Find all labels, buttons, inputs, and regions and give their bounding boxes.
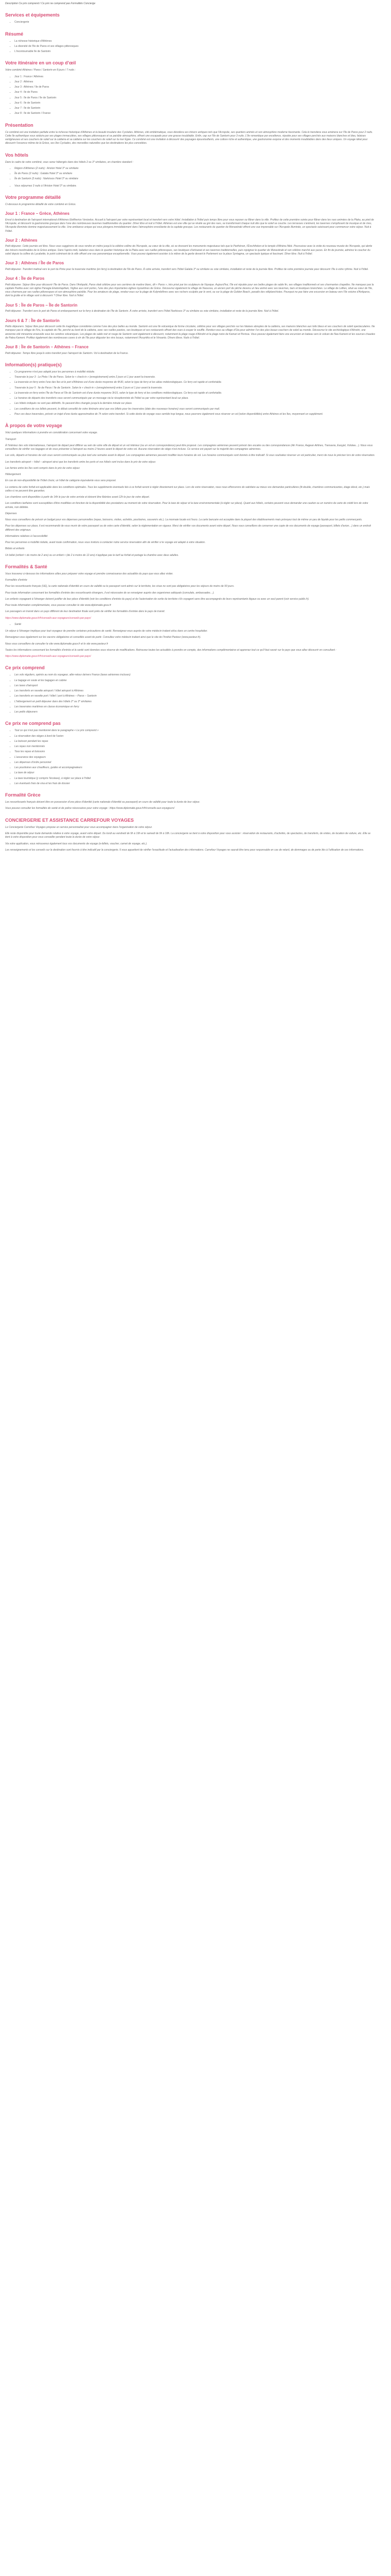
programme-intro: Ci-dessous le programme détaillé de votre combiné en Grèce. (5, 203, 76, 207)
day-title: Jour 4 : Île de Paros (5, 276, 45, 281)
price-includes-title: Ce prix comprend (5, 665, 45, 671)
list-item: • Les éventuels frais de visa et les frais de dossier (14, 782, 376, 786)
about-paragraph: Les chambres sont disponibles à partir de 14h le jour de votre arrivée et doivent être libérées avant 12h le jour de votre départ. (5, 496, 150, 499)
formalite-grece-section (5, 792, 376, 811)
concierge-section (5, 817, 376, 852)
day-title: Jour 5 : Île de Paros – Île de Santorin (5, 302, 78, 308)
page (0, 0, 381, 857)
formalite-grece-title: Formalité Grèce (5, 792, 41, 798)
list-item: • Les taxes d'aéroport (14, 684, 376, 688)
about-subheading: Transport (5, 437, 17, 441)
formalites-paragraph: Les passagers en transit dans un pays différent de leur destination finale sont priés de vérifier les formalités d'entrée dans le pays de transit. (5, 610, 166, 614)
sante-list (5, 623, 376, 626)
about-subheading: Hébergement (5, 473, 21, 477)
itinerary-summary-section (5, 60, 376, 115)
about-paragraph: Pour les personnes à mobilité réduite, avant toute confirmation, nous vous invitons à contacter notre service réservation afin de vérifier si le voyage est adapté à votre situation. (5, 541, 206, 545)
hotels-title: Vos hôtels (5, 152, 28, 158)
list-item: • Les traversées maritimes en classe économique en ferry (14, 705, 376, 709)
about-paragraph: Pour les dépenses sur place, il est recommandé de vous munir de votre passeport ou de votre carte d'identité, selon la réglementation en vigueur. Merci de vérifier vos documents avant votre départ. Nous vous conseillons de conserver une copie de vos documents de voyage (passeport, billets d'avion…) dans un endroit différent des originaux. (5, 524, 371, 532)
info-list (5, 370, 376, 416)
list-item: • La diversité de l'île de Paros et ses villages pittoresques (14, 45, 376, 48)
formalites-paragraph: Pour toute information complémentaire, vous pouvez consulter le site www.diplomatie.gouv.fr (5, 604, 111, 607)
programme-section (5, 194, 376, 355)
list-item: • Conciergerie (14, 21, 376, 24)
about-paragraph: Un bébé (enfant < de moins de 2 ans) ou un enfant « (de 2 à moins de 12 ans) n'applique pas le tarif au forfait et partage la chambre avec deux adultes. (5, 553, 179, 557)
list-item: • Jour 7 : île de Santorin (14, 107, 376, 110)
formalite-grece-paragraph: Vous pouvez consulter les formalités de santé et de police nécessaires pour votre voyage : https://www.diplomatie.gouv.fr/fr/conseils-aux-voyageurs/ (5, 807, 175, 810)
list-item: • La traversée en ferry entre l'île de Paros et l'île de Santorin est d'une durée moyenne 3h15, selon le type de ferry et les conditions météorologiques. Ce ferry est rapide et confortable. (14, 392, 376, 395)
about-subheading: Informations relatives à l'accessibilité (5, 534, 48, 538)
day-title: Jour 1 : France – Grèce, Athènes (5, 211, 70, 216)
presentation-title: Présentation (5, 122, 34, 128)
price-excludes-title: Ce prix ne comprend pas (5, 721, 61, 726)
about-section (5, 422, 376, 557)
list-item: • Traversée le jour 3 : Le Pirée / île de Paros. Selon le « check-in » (enregistrement) entre 2 jours et 1 jour avant la traversée. (14, 376, 376, 379)
services-list (5, 21, 376, 24)
resume-section (5, 31, 376, 54)
list-item: • Les transferts en navette aéroport / hôtel aéroport à Athènes (14, 689, 376, 693)
resume-list (5, 40, 376, 54)
hotels-list (5, 167, 376, 181)
sante-subheading: • Santé (14, 623, 376, 626)
list-item: • Pour ces deux traversées, prévoir un trajet d'une durée approximative de 7h selon votre transfert. Si cette durée de voyage vous semble trop longue, nous pourrons également vous réserver un vol (selon disponibilités) entre Athènes et les îles, moyennant un supplément. (14, 413, 376, 416)
resume-title: Résumé (5, 31, 24, 37)
itinerary-summary-intro: Votre combiné Athènes / Paros / Santorin en 8 jours / 7 nuits : (5, 69, 76, 72)
concierge-paragraph: Le Conciergerie Carrefour Voyages propose un service personnalisé pour vous accompagner dans l'organisation de votre séjour. (5, 825, 153, 829)
price-includes-section (5, 665, 376, 714)
about-paragraph: Les transferts aéroport – hôtel – aéroport ainsi que les transferts entre les ports et vos hôtels sont inclus dans le prix de votre séjour. (5, 460, 156, 464)
formalites-paragraph: Pour les ressortissants français (UE), la carte nationale d'identité en cours de validité ou le passeport sont admis sur le territoire, les visas ne sont pas obligatoires pour les séjours de moins de 90 jours. (5, 585, 235, 588)
list-item: • Tout ce qui n'est pas mentionné dans le paragraphe « Le prix comprend » (14, 729, 376, 733)
list-item: • Jour 8 : île de Santorin / France (14, 112, 376, 115)
list-item: • Île de Paros (2 nuits) : Galatia Hotel 3* ou similaire (14, 172, 376, 176)
list-item: • Jour 6 : île de Santorin (14, 101, 376, 105)
info-section (5, 362, 376, 416)
list-item: • L'assurance des voyageurs (14, 756, 376, 759)
formalites-paragraph: Renseignez-vous également sur les vaccins obligatoires et conseillés avant de partir. Consultez votre médecin traitant ainsi que le site de l'Institut Pasteur (www.pasteur.fr). (5, 636, 201, 639)
itinerary-summary-title: Votre itinéraire en un coup d'œil (5, 60, 76, 66)
list-item: • Les vols réguliers, opérés au nom du voyageur, aller-retour de/vers France (taxes aériennes incluses) (14, 673, 376, 677)
concierge-paragraph: Via votre application, vous retrouverez également tous vos documents de voyage (e-billets, voucher, carnet de voyage, etc.). (5, 842, 148, 845)
list-item: • Le horaires de départs des transferts vous seront communiqués par un message via le réceptionniste de l'hôtel ou par votre représentant local sur place. (14, 397, 376, 400)
list-item: • Jour 3 : Athènes / île de Paros (14, 86, 376, 89)
about-paragraph: Les vols, départs et horaires de vols vous seront communiqués au plus tard une semaine avant le départ. Les compagnies aériennes peuvent modifier leurs horaires de vol. Les horaires communiqués sont donnés à titre indicatif. Si vous souhaitez réserver un vol particulier, merci de nous le préciser lors de votre réservation. (5, 454, 376, 457)
about-paragraph: Voici quelques informations à prendre en considération concernant votre voyage. (5, 431, 98, 435)
itinerary-summary-list (5, 75, 376, 116)
list-item: • L'incontournable île de Santorin (14, 50, 376, 54)
day-text: Petits déjeuners. Séjour libre pour découvrir cette île magnifique considérée comme l'une des plus belles au monde. Santorin est une île volcanique de forme circulaire, célèbre pour ses villages perchés sur les falaises abruptes de la caldeira, ses maisons blanches aux toits bleus et ses couchers de soleil spectaculaires. Ne manquez pas le village de Fira, la capitale de l'île, perché au bord de la caldeira, avec ses ruelles pavées, ses boutiques et ses restaurants offrant des vues à couper le souffle. Rendez-vous au village d'Oia pour admirer l'un des plus beaux couchers de soleil au monde. Découvrez le site archéologique d'Akrotiri, une ancienne cité minoenne ensevelie sous les cendres volcaniques. Les plages de sable noir et rouge de Santorin sont également à découvrir, notamment la plage rouge d'Akrotiri et la plage noire de Kamari et Perissa. Vous pouvez également faire une excursion en bateau vers le volcan de Nea Kameni et les sources chaudes de Palea Kameni. Profitez également des nombreuses caves à vin de l'île pour déguster les vins locaux, notamment l'Assyrtiko et le Vinsanto. Dîners libres. Nuits à l'hôtel. (5, 325, 376, 340)
price-includes-list (5, 673, 376, 714)
day-title: Jours 6 & 7 : Île de Santorin (5, 318, 60, 323)
formalites-link[interactable]: https://www.diplomatie.gouv.fr/fr/conseils-aux-voyageurs/conseils-par-pays/ (5, 655, 91, 658)
list-item: • La richesse historique d'Athènes (14, 40, 376, 43)
about-subheading: Bébés et enfants (5, 547, 25, 551)
formalites-paragraph: Un séjour à l'étranger implique pour tout voyageur de prendre certaines précautions de santé. Renseignez-vous auprès de votre médecin traitant et/ou dans un centre hospitalier. (5, 630, 208, 633)
about-paragraph: Les ferries entre les îles sont compris dans le prix de votre séjour. (5, 466, 80, 470)
day-title: Jour 2 : Athènes (5, 238, 38, 243)
hotels-note: • Vous séjournez 3 nuits à l'Ariston Hotel 3* ou similaire. (14, 184, 376, 188)
presentation-section (5, 122, 376, 146)
list-item: • Les pourboires aux chauffeurs, guides et accompagnateurs (14, 766, 376, 770)
day-text: Petit déjeuner. Séjour libre pour découvrir l'île de Paros. Dans l'Antiquité, Paros était célèbre pour ses carrières de marbre blanc, dit « Paros », très prisé par les sculpteurs de l'époque. Aujourd'hui, l'île est réputée pour ses belles plages de sable fin, ses villages traditionnels et ses charmantes chapelles. Ne manquez pas la capitale Parikia avec son église Panagia Ekatontapiliani, l'église aux cent portes, l'une des plus importantes églises byzantines de Grèce. Découvrez également le village de Naoussa, un ancien port de pêche devenu un lieu animé avec ses tavernes, bars et boutiques branchées. Le village de Lefkes, situé au cœur de l'île, vous charmera par ses ruelles pittoresques et son atmosphère paisible. Pour les amateurs de plage, rendez-vous sur la plage de Kolymbithres avec ses rochers sculptés par le vent, ou sur la plage de Golden Beach, paradis des véliplanchistes. Pourquoi ne pas faire une excursion en bateau vers l'île voisine d'Antiparos, dont la grotte et le village sont à découvrir ? Dîner libre. Nuit à l'hôtel. (5, 283, 374, 298)
top-note: Description Ce prix comprend / Ce prix ne comprend pas Formalités Concierge (5, 2, 95, 5)
about-paragraph: En cas de non-disponibilité de l'hôtel choisi, un hôtel de catégorie équivalente vous sera proposé. (5, 479, 117, 483)
price-excludes-section (5, 720, 376, 786)
list-item: • Le bagage en soute et les bagages en cabine (14, 679, 376, 683)
hotels-note-list (5, 184, 376, 188)
formalites-link[interactable]: https://www.diplomatie.gouv.fr/fr/conseils-aux-voyageurs/conseils-par-pays/ (5, 616, 91, 620)
formalites-paragraph: Vous trouverez ci-dessous les informations utiles pour préparer votre voyage et prendre connaissance des actualités du pays que vous allez visiter. (5, 572, 173, 575)
list-item: • Tous les repas et boissons (14, 750, 376, 754)
list-item: • Jour 2 : Athènes (14, 80, 376, 84)
formalites-paragraph: Nous vous conseillons de consulter le site www.diplomatie.gouv.fr et le site www.pasteur.fr (5, 642, 108, 646)
list-item: • Les transferts en navette port / hôtel / port à Athènes – Paros – Santorin (14, 694, 376, 698)
list-item: • La taxe de séjour (14, 771, 376, 775)
concierge-paragraph: Elle reste disponible pour toute demande relative à votre voyage, avant votre départ. Du lundi au vendredi de 9h à 19h et le samedi de 9h à 18h. La conciergerie se tient à votre disposition pour vous assister : réservation de restaurants, d'activités, de spectacles, de transferts, de visites, de location de voiture, etc. Elle se tient à votre disposition pour vous conseiller pendant toute la durée de votre séjour. (5, 832, 371, 839)
info-title: Information(s) pratique(s) (5, 362, 62, 367)
list-item: • La réservation des sièges à bord de l'avion (14, 735, 376, 738)
list-item: • Jour 1 : France / Athènes (14, 75, 376, 79)
price-excludes-list (5, 729, 376, 786)
formalites-paragraph: Les enfants voyageant à l'étranger doivent justifier de leur pièce d'identité (voir les conditions d'entrée du pays) et de l'autorisation de sortie du territoire s'ils voyagent sans être accompagnés de leurs représentants légaux ou avec un seul parent (voir service public.fr). (5, 597, 309, 601)
day-title: Jour 8 : Île de Santorin – Athènes – France (5, 345, 89, 350)
list-item: • La boisson pendant les repas (14, 740, 376, 743)
formalites-paragraph: Toutes les informations concernant les formalités d'entrée et la santé sont données sous réserve de modifications. Retrouvez toutes les actualités à prendre en compte, des informations complémentaires et apprenez tout ce qu'il faut savoir sur le pays que vous allez découvrir en consultant : (5, 648, 336, 652)
day-text: Petit déjeuner. Transfert vers le port de Paros et embarquement sur le ferry à destination de l'île de Santorin. À votre arrivée, transfert vers l'hôtel Narkissos 3* ou similaire ou voie similaire, installation et reste de la journée libre. Nuit à l'hôtel. (5, 310, 279, 313)
day-text: Petit déjeuner. Temps libre jusqu'à votre transfert pour l'aéroport de Santorin. Vol à destination de la France. (5, 351, 128, 355)
formalite-grece-paragraph: Les ressortissants français doivent être en possession d'une pièce d'identité (carte nationale d'identité ou passeport) en cours de validité pour toute la durée de leur séjour. (5, 801, 200, 804)
about-paragraph: Nous vous conseillons de prévoir un budget pour vos dépenses personnelles (repas, boissons, visites, activités, pourboires, souvenirs etc.). La monnaie locale est l'euro. La carte bancaire est acceptée dans la plupart des établissements mais prévoyez tout de même un peu de liquide pour les petits commerçants. (5, 518, 363, 522)
about-title: À propos de votre voyage (5, 423, 62, 429)
day-title: Jour 3 : Athènes / Île de Paros (5, 261, 64, 266)
about-paragraph: Le contenu de votre forfait est applicable dans les conditions optimales. Tous les suppléments éventuels liés à ce forfait seront à régler directement sur place. Lors de votre réservation, nous nous efforcerons de satisfaire au mieux vos demandes particulières (lit double, chambres communicantes, étage élevé, etc.) mais celles-ci ne peuvent être garanties. (5, 485, 370, 493)
list-item: • La traversée en ferry entre l'une des îles et le port d'Athènes est d'une durée moyenne de 4h30, selon le type de ferry et les aléas météorologiques. Ce ferry est rapide et confortable. (14, 381, 376, 384)
day-text: Petit déjeuner. Cette journée est libre. Nous vous suggérons de vous rendre en métro jusqu'à la célèbre colline de l'Acropole, au cœur de la ville, où se dressent les monuments majestueux tels que le Parthénon, l'Érechthéion et le temple d'Athéna Niké. Poursuivez avec la visite du nouveau musée de l'Acropole, qui abrite des trésors inestimables de la Grèce antique. Dans l'après-midi, baladez-vous dans le quartier historique de la Plaka avec ses ruelles pittoresques, ses boutiques d'artisanat et ses tavernes traditionnelles, puis rejoignez le quartier de Monastiraki et son célèbre marché aux puces. En fin de journée, admirez le coucher du soleil depuis la colline du Lycabette, le point culminant de la ville offrant une vue panoramique exceptionnelle. Vous pouvez également assister à la relève de la garde devant le Parlement sur la place Syntagma, un spectacle typique et fascinant. Dîner libre. Nuit à l'hôtel. (5, 245, 372, 256)
list-item: • Jour 5 : île de Paros / île de Santorin (14, 96, 376, 100)
list-item: • Jour 4 : île de Paros (14, 91, 376, 94)
formalites-paragraph: Pour toute information concernant les formalités d'entrée des ressortissants étrangers, il est nécessaire de se renseigner auprès des organismes adéquats (consulats, ambassades…). (5, 591, 215, 595)
formalites-title: Formalités & Santé (5, 564, 47, 569)
concierge-paragraph: Les renseignements et les conseils sur la destination sont fournis à titre indicatif par la conciergerie. Il vous appartient de vérifier l'exactitude et l'actualisation des informations. Carrefour Voyages ne saurait être tenu pour responsable en cas de retard, de dommages ou de perte liés à l'utilisation de ces informations. (5, 848, 364, 852)
list-item: • L'hébergement en petit déjeuner dans des hôtels 2* ou 3* similaires (14, 700, 376, 704)
list-item: • Les conditions de vos billets peuvent, le débat conseillé de votre itinéraire ainsi que vos billets pour les traversées (date des nouveaux horaires) vous seront communiqués par mail. (14, 408, 376, 411)
hotels-section (5, 152, 376, 188)
about-paragraph: Les conditions tarifaires sont susceptibles d'être modifiées en fonction de la disponibilité des prestations au moment de votre réservation. Pour la taxe de séjour et la taxe environnementale (à régler sur place). Quant aux hôtels, certains peuvent vous demander une caution ou un numéro de carte de crédit lors de votre arrivée, non débitée. (5, 502, 368, 509)
list-item: • Les hôtels indiqués ne sont pas définitifs. Ils peuvent être changés jusqu'à la dernière minute sur place. (14, 402, 376, 405)
list-item: • Région d'Athènes (2 nuits) : Ariston Hotel 3* ou similaire (14, 167, 376, 171)
concierge-title: CONCIERGERIE ET ASSISTANCE CARREFOUR VOYAGES (5, 817, 134, 823)
programme-title: Votre programme détaillé (5, 194, 61, 200)
presentation-text: Ce combiné est une invitation parfaite entre la richesse historique d'Athènes et la beauté insulaire des Cyclades. Athènes, cité emblématique, vous dévoilera ses trésors antiques tels que l'Acropole, ses quartiers animés et son atmosphère moderne fascinante. Cela le transitera vous amènera sur l'île de Paros pour 2 nuits. Cette île authentique vous séduira par ses plages immaculées, ses villages pittoresques et sa paisible atmosphère, offrant une escapade pour une grasse inoubliable. Enfin, cap sur l'île de Santorin pour 3 nuits. L'île romantique par excellence, réputée pour ses villages perchés aux maisons blanches et bleu, falaises vertigineuses et ses couchers de soleil sur la caldeira et sa caldeira sur les couchers de soleil sur la mer Égée. Ce combiné est une invitation à découvrir des paysages époustouflants, une culture riche et authentique, une gastronomie exquise et des moments inoubliables dans des lieux uniques. Un voyage idéal pour découvrir l'essence même de la Grèce, ses îles Cyclades, des merveilles naturelles que les destinations les plus convoitées. (5, 130, 373, 145)
day-text: Petit déjeuner. Transfert matinal vers le port du Pirée pour la traversée maritime (en ferry) à destination de l'île de Paros. À votre arrivée, transfert vers l'hôtel Galatia 3* ou similaire ou voie similaire, installation et reste de la journée libre. Profitez de votre première journée pour découvrir l'île à votre rythme. Nuit à l'hôtel. (5, 267, 369, 271)
list-item: • La taxe touristique (y compris l'écotaxe), à régler sur place à l'hôtel (14, 777, 376, 781)
list-item: • Ce programme n'est pas adapté pour les personnes à mobilité réduite. (14, 370, 376, 374)
list-item: • Les repas non mentionnés (14, 745, 376, 749)
about-paragraph: À l'intérieur des vols internationaux, l'aéroport de départ peut différer au sein de votre ville de départ et un vol intérieur (ou un vol en correspondance) peut être proposé. Les compagnies aériennes peuvent prévoir des escales ou des correspondances (Air France, Aegean Airlines, Transavia, Easyjet, Volotea…). Nous vous conseillons de vérifier vos bagages et de vous présenter à l'aéroport au moins 2 heures avant le départ de votre vol. Aucune réservation de siège n'est incluse. Ce service est payant sur la majorité des compagnies aériennes. (5, 444, 373, 451)
list-item: • Traversée le jour 5 : île de Paros / île de Santorin. Selon le « check-in » (enregistrement) entre 2 jours et 1 jour avant la traversée. (14, 386, 376, 390)
formalites-section (5, 564, 376, 659)
about-subheading: Dépenses (5, 512, 17, 515)
list-item: • Les dépenses d'ordre personnel (14, 761, 376, 765)
list-item: • Île de Santorin (3 nuits) : Narkissos Hotel 3* ou similaire (14, 177, 376, 181)
hotels-intro: Dans le cadre de votre combiné, vous serez hébergés dans des hôtels 2 ou 3* similaires, en chambre standard : (5, 160, 134, 164)
formalites-subheading: Formalités d'entrée (5, 579, 27, 582)
services-section (5, 12, 376, 24)
day-text: Envol à destination de l'aéroport international d'Athènes Eleftherios Venizelos. Accueil à l'aéroport par votre représentant local et transfert vers votre hôtel. Installation à l'hôtel puis temps libre pour vous reposer ou flâner dans la ville. Profitez de cette première soirée pour flâner dans les rues animées de la Plaka, au pied de l'Acropole, et découvrir la gastronomie grecque dans l'une des nombreuses tavernes traditionnelles du quartier. Dîner libre et nuit à l'hôtel. Athènes est une ville qui se révèle au gré des rues, se transformant chaque nuit dès que le soleil se couche. Les terrasses s'animent, les tavernes s'emplissent de musique et de rires, l'Acropole illuminée domine majestueusement la ville. Une ambiance unique qui vous plongera immédiatement dans l'atmosphère envoûtante de la capitale grecque. Les restaurants du quartier de Monastiraki offrent une vue imprenable sur l'Acropole illuminée, un spectacle saisissant pour commencer votre séjour. Nuit à l'hôtel. (5, 218, 374, 233)
list-item: • Les petits déjeuners (14, 710, 376, 714)
services-title: Services et équipements (5, 12, 60, 18)
